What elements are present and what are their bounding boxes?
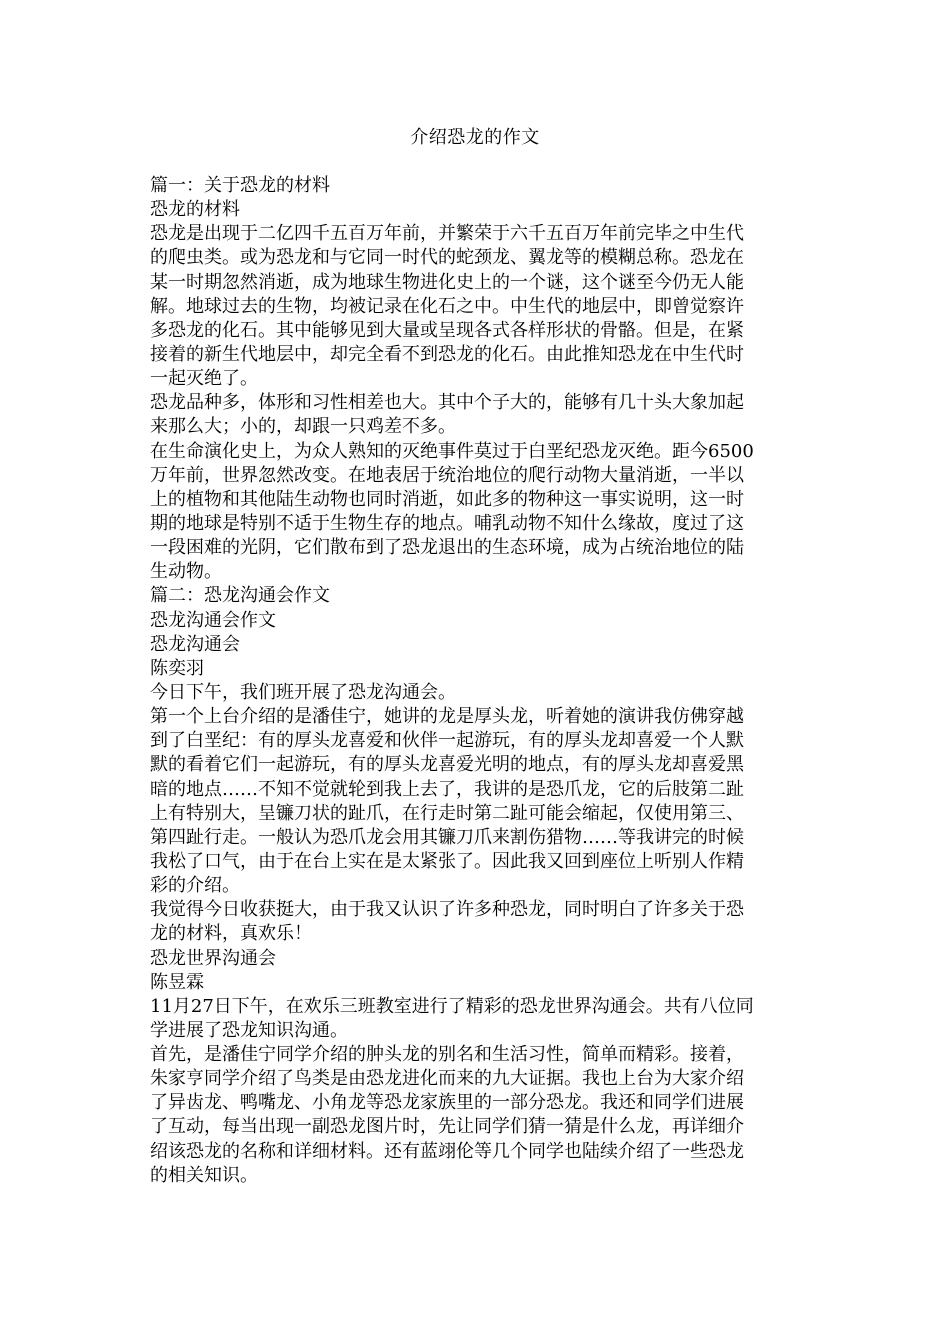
text-line: 万年前，世界忽然改变。在地表居于统治地位的爬行动物大量消逝，一半以 [150, 464, 744, 486]
text-line: 陈奕羽 [150, 657, 204, 679]
text-line: 恐龙世界沟通会 [150, 947, 276, 969]
text-line: 第一个上台介绍的是潘佳宁，她讲的龙是厚头龙，听着她的演讲我仿佛穿越 [150, 706, 744, 728]
text-line: 篇二：恐龙沟通会作文 [150, 585, 330, 607]
text-line: 恐龙是出现于二亿四千五百万年前，并繁荣于六千五百万年前完毕之中生代 [150, 223, 744, 245]
text-line: 绍该恐龙的名称和详细材料。还有蓝翊伦等几个同学也陆续介绍了一些恐龙 [150, 1140, 744, 1162]
text-line: 的相关知识。 [150, 1164, 258, 1186]
text-line: 一段困难的光阴，它们散布到了恐龙退出的生态环境，成为占统治地位的陆 [150, 537, 744, 559]
text-line: 恐龙沟通会 [150, 633, 240, 655]
text-line: 恐龙品种多，体形和习性相差也大。其中个子大的，能够有几十头大象加起 [150, 392, 744, 414]
text-line: 一起灭绝了。 [150, 368, 258, 390]
text-line: 恐龙沟通会作文 [150, 609, 276, 631]
text-line: 在生命演化史上，为众人熟知的灭绝事件莫过于白垩纪恐龙灭绝。距今6500 [150, 440, 754, 462]
text-line: 暗的地点……不知不觉就轮到我上去了，我讲的是恐爪龙，它的后肢第二趾 [150, 778, 744, 800]
text-line: 默的看着它们一起游玩，有的厚头龙喜爱光明的地点，有的厚头龙却喜爱黑 [150, 754, 744, 776]
document-title: 介绍恐龙的作文 [410, 127, 540, 148]
text-line: 某一时期忽然消逝，成为地球生物进化史上的一个谜，这个谜至今仍无人能 [150, 271, 744, 293]
text-line: 学进展了恐龙知识沟通。 [150, 1019, 348, 1041]
text-line: 篇一：关于恐龙的材料 [150, 175, 330, 196]
text-line: 解。地球过去的生物，均被记录在化石之中。中生代的地层中，即曾觉察许 [150, 295, 744, 317]
text-line: 到了白垩纪：有的厚头龙喜爱和伙伴一起游玩，有的厚头龙却喜爱一个人默 [150, 730, 744, 752]
text-line: 第四趾行走。一般认为恐爪龙会用其镰刀爪来割伤猎物……等我讲完的时候 [150, 826, 744, 848]
text-line: 接着的新生代地层中，却完全看不到恐龙的化石。由此推知恐龙在中生代时 [150, 343, 744, 365]
text-line: 恐龙的材料 [150, 199, 240, 221]
text-line: 11月27日下午，在欢乐三班教室进行了精彩的恐龙世界沟通会。共有八位同 [150, 995, 754, 1017]
text-line: 来那么大；小的，却跟一只鸡差不多。 [150, 416, 456, 438]
text-line: 多恐龙的化石。其中能够见到大量或呈现各式各样形状的骨骼。但是，在紧 [150, 319, 744, 341]
text-line: 龙的材料，真欢乐！ [150, 923, 312, 945]
text-line: 我松了口气，由于在台上实在是太紧张了。因此我又回到座位上听别人作精 [150, 850, 744, 872]
text-line: 今日下午，我们班开展了恐龙沟通会。 [150, 681, 456, 703]
text-line: 彩的介绍。 [150, 875, 240, 897]
text-line: 的爬虫类。或为恐龙和与它同一时代的蛇颈龙、翼龙等的模糊总称。恐龙在 [150, 247, 744, 269]
text-line: 生动物。 [150, 561, 222, 583]
text-line: 我觉得今日收获挺大，由于我又认识了许多种恐龙，同时明白了许多关于恐 [150, 899, 744, 921]
text-line: 上有特别大，呈镰刀状的趾爪，在行走时第二趾可能会缩起，仅使用第三、 [150, 802, 744, 824]
text-line: 了互动，每当出现一副恐龙图片时，先让同学们猜一猜是什么龙，再详细介 [150, 1116, 744, 1138]
text-line: 首先，是潘佳宁同学介绍的肿头龙的别名和生活习性，简单而精彩。接着， [150, 1044, 744, 1066]
document-body [150, 174, 800, 1188]
text-line: 陈昱霖 [150, 971, 204, 993]
text-line: 期的地球是特别不适于生物生存的地点。哺乳动物不知什么缘故，度过了这 [150, 512, 744, 534]
text-line: 上的植物和其他陆生动物也同时消逝，如此多的物种这一事实说明，这一时 [150, 488, 744, 510]
text-line: 朱家亨同学介绍了鸟类是由恐龙进化而来的九大证据。我也上台为大家介绍 [150, 1068, 744, 1090]
text-line: 了异齿龙、鸭嘴龙、小角龙等恐龙家族里的一部分恐龙。我还和同学们进展 [150, 1092, 744, 1114]
